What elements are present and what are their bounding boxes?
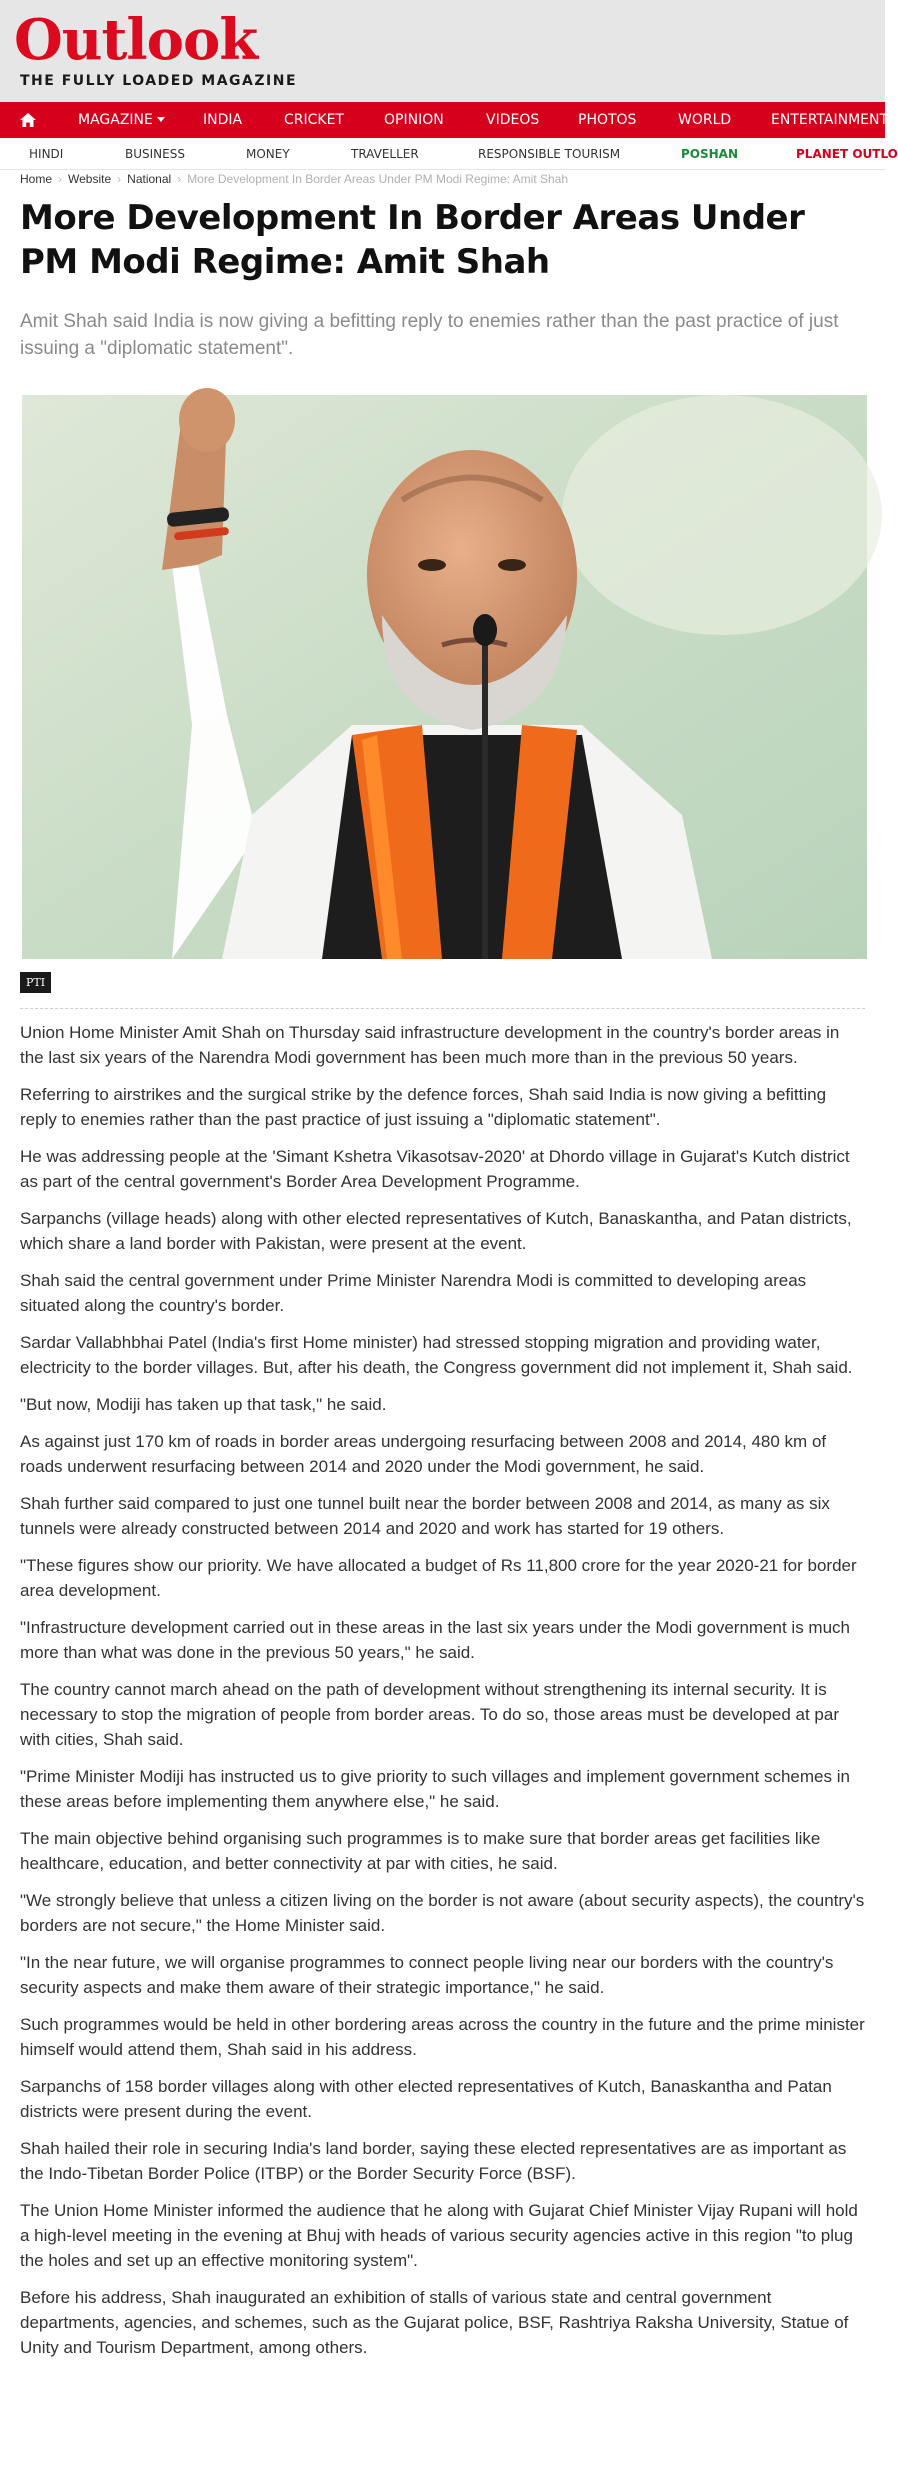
article-paragraph: Sardar Vallabhbhai Patel (India's first Home minister) had stressed stopping migration and providing water, electricity to the border villages. But, after his death, the Congress government did not implement it, Shah said. bbox=[20, 1333, 853, 1377]
article-paragraph: "Infrastructure development carried out in these areas in the last six years under the Modi government is much more than what was done in the previous 50 years," he said. bbox=[20, 1618, 851, 1662]
nav-item-photos[interactable]: PHOTOS bbox=[578, 112, 637, 128]
divider bbox=[20, 1008, 865, 1009]
subnav-item-traveller[interactable]: TRAVELLER bbox=[351, 147, 419, 161]
article-paragraph: Shah hailed their role in securing India's land border, saying these elected representatives are as important as the Indo-Tibetan Border Police (ITBP) or the Border Security Force (BSF). bbox=[20, 2139, 847, 2183]
nav-item-opinion[interactable]: OPINION bbox=[384, 112, 444, 128]
nav-item-india[interactable]: INDIA bbox=[203, 112, 243, 128]
chevron-right-icon: › bbox=[117, 172, 122, 186]
breadcrumb-current: More Development In Border Areas Under PM Modi Regime: Amit Shah bbox=[187, 172, 569, 186]
main-nav bbox=[0, 102, 889, 138]
article-paragraph: As against just 170 km of roads in border areas undergoing resurfacing between 2008 and 2014, 480 km of roads underwent resurfacing between 2014 and 2020 under the Modi government, he said. bbox=[20, 1432, 827, 1476]
article-paragraph: Shah said the central government under Prime Minister Narendra Modi is committed to developing areas situated along the country's border. bbox=[20, 1271, 807, 1315]
subnav-item-planet-outlook[interactable]: PLANET OUTLO bbox=[796, 147, 898, 161]
article-paragraph: Sarpanchs of 158 border villages along with other elected representatives of Kutch, Banaskantha and Patan districts were present during the event. bbox=[20, 2077, 832, 2121]
nav-item-videos[interactable]: VIDEOS bbox=[486, 112, 540, 128]
article-paragraph: "Prime Minister Modiji has instructed us to give priority to such villages and implement government schemes in these areas before implementing them anywhere else," he said. bbox=[20, 1767, 850, 1811]
tagline: THE FULLY LOADED MAGAZINE bbox=[20, 73, 298, 89]
breadcrumb-website[interactable]: Website bbox=[68, 172, 112, 186]
article-headline: More Development In Border Areas Under PM Modi Regime: Amit Shah bbox=[20, 198, 805, 282]
subnav-item-poshan[interactable]: POSHAN bbox=[681, 147, 739, 161]
article-paragraph: "We strongly believe that unless a citizen living on the border is not aware (about security aspects), the country's borders are not secure," the Home Minister said. bbox=[20, 1891, 865, 1935]
article-standfirst: Amit Shah said India is now giving a befitting reply to enemies rather than the past practice of just issuing a "diplomatic statement". bbox=[20, 311, 839, 359]
nav-item-cricket[interactable]: CRICKET bbox=[284, 112, 344, 128]
article-paragraph: Shah further said compared to just one tunnel built near the border between 2008 and 2014, as many as six tunnels were already constructed between 2014 and 2020 and work has started for 19 others. bbox=[20, 1494, 830, 1538]
subnav-item-responsible-tourism[interactable]: RESPONSIBLE TOURISM bbox=[478, 147, 621, 161]
breadcrumb-home[interactable]: Home bbox=[20, 172, 53, 186]
sub-nav bbox=[0, 138, 898, 170]
article-paragraph: Such programmes would be held in other bordering areas across the country in the future and the prime minister himself would attend them, Shah said in his address. bbox=[20, 2015, 865, 2059]
subnav-item-money[interactable]: MONEY bbox=[246, 147, 290, 161]
masthead bbox=[0, 0, 885, 102]
article-paragraph: "These figures show our priority. We have allocated a budget of Rs 11,800 crore for the year 2020-21 for border area development. bbox=[20, 1556, 857, 1600]
photo-illustration bbox=[22, 395, 867, 959]
article-body bbox=[20, 1020, 865, 2372]
breadcrumb-national[interactable]: National bbox=[127, 172, 172, 186]
nav-item-world[interactable]: WORLD bbox=[678, 112, 732, 128]
subnav-item-hindi[interactable]: HINDI bbox=[29, 147, 64, 161]
article-photo bbox=[22, 395, 867, 959]
nav-item-magazine[interactable]: MAGAZINE bbox=[78, 102, 165, 138]
article-paragraph: Before his address, Shah inaugurated an exhibition of stalls of various state and central government departments, agencies, and schemes, such as the Gujarat police, BSF, Rashtriya Raksha University, Statue of Unity and Tourism Department, among others. bbox=[20, 2288, 849, 2357]
article-paragraph: "But now, Modiji has taken up that task," he said. bbox=[20, 1395, 387, 1414]
chevron-down-icon bbox=[157, 117, 165, 122]
article-paragraph: Union Home Minister Amit Shah on Thursday said infrastructure development in the country's border areas in the last six years of the Narendra Modi government has been much more than in the previous 50 years. bbox=[20, 1023, 840, 1067]
breadcrumb bbox=[20, 172, 568, 186]
article-paragraph: Sarpanchs (village heads) along with other elected representatives of Kutch, Banaskantha, and Patan districts, which share a land border with Pakistan, were present at the event. bbox=[20, 1209, 852, 1253]
chevron-right-icon: › bbox=[58, 172, 63, 186]
photo-credit: PTI bbox=[20, 972, 51, 993]
article-paragraph: The main objective behind organising such programmes is to make sure that border areas get facilities like healthcare, education, and better connectivity at par with cities, he said. bbox=[20, 1829, 821, 1873]
article-paragraph: "In the near future, we will organise programmes to connect people living near our borders with the country's security aspects and make them aware of their strategic importance," he said. bbox=[20, 1953, 834, 1997]
chevron-right-icon: › bbox=[177, 172, 182, 186]
article-paragraph: The Union Home Minister informed the audience that he along with Gujarat Chief Minister Vijay Rupani will hold a high-level meeting in the evening at Bhuj with heads of various security agencies active in this region "to plug the holes and set up an effective monitoring system". bbox=[20, 2201, 858, 2270]
outlook-logo[interactable]: Outlook bbox=[14, 7, 258, 73]
home-icon[interactable] bbox=[20, 113, 36, 127]
subnav-item-business[interactable]: BUSINESS bbox=[125, 147, 185, 161]
article-paragraph: Referring to airstrikes and the surgical strike by the defence forces, Shah said India is now giving a befitting reply to enemies rather than the past practice of just issuing a "diplomatic statement". bbox=[20, 1085, 827, 1129]
article-paragraph: The country cannot march ahead on the path of development without strengthening its internal security. It is necessary to stop the migration of people from border areas. To do so, those areas must be developed at par with cities, Shah said. bbox=[20, 1680, 839, 1749]
article-paragraph: He was addressing people at the 'Simant Kshetra Vikasotsav-2020' at Dhordo village in Gujarat's Kutch district as part of the central government's Border Area Development Programme. bbox=[20, 1147, 850, 1191]
nav-item-entertainment[interactable]: ENTERTAINMENT bbox=[771, 112, 889, 128]
